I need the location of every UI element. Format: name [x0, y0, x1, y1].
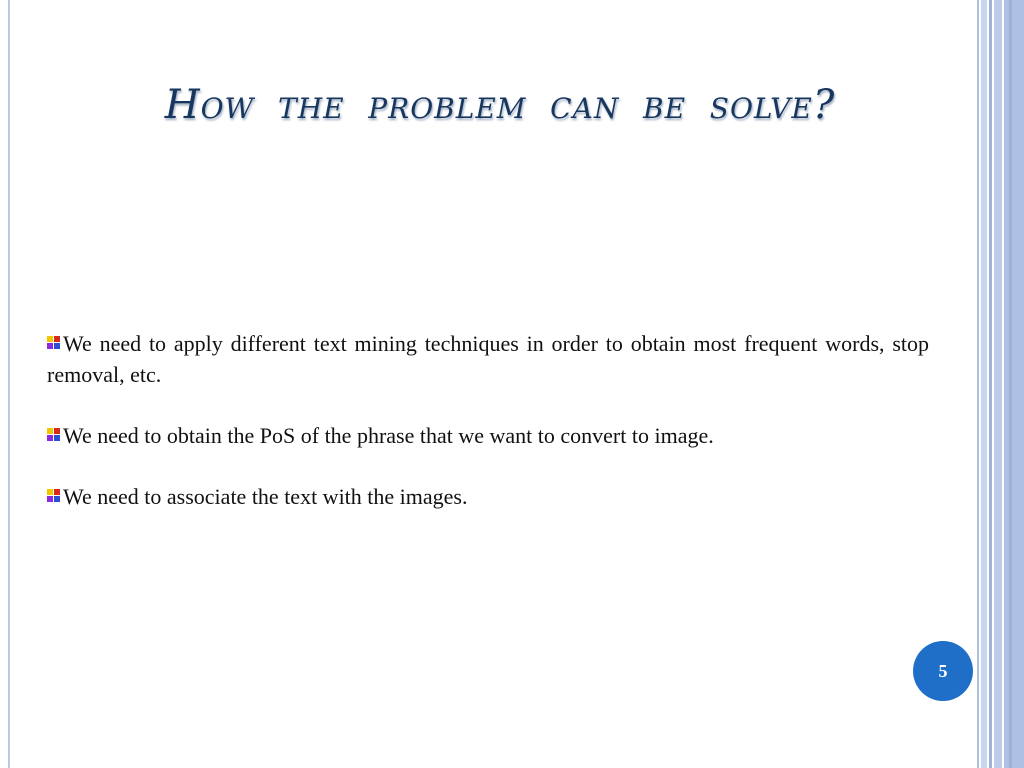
- bullet-item: [47, 420, 929, 451]
- right-decor-stripe: [981, 0, 987, 768]
- page-number-badge: 5: [913, 641, 973, 701]
- right-decor-stripe: [1009, 0, 1012, 768]
- four-color-square-bullet-icon: [47, 489, 61, 503]
- bullet-text: We need to obtain the PoS of the phrase that we want to convert to image.: [63, 423, 714, 448]
- bullet-text: We need to apply different text mining techniques in order to obtain most frequent words, stop removal, etc.: [47, 331, 929, 387]
- right-decor-stripe: [977, 0, 979, 768]
- left-border-line: [8, 0, 10, 768]
- four-color-square-bullet-icon: [47, 428, 61, 442]
- slide-title: How the problem can be solve?: [164, 82, 836, 128]
- bullet-text: We need to associate the text with the images.: [63, 484, 468, 509]
- four-color-square-bullet-icon: [47, 336, 61, 350]
- bullet-item: [47, 328, 929, 390]
- right-decor-stripe: [994, 0, 1002, 768]
- right-decor-stripe: [1004, 0, 1024, 768]
- slide-body: [47, 328, 929, 542]
- right-decor-stripe: [989, 0, 992, 768]
- bullet-item: [47, 481, 929, 512]
